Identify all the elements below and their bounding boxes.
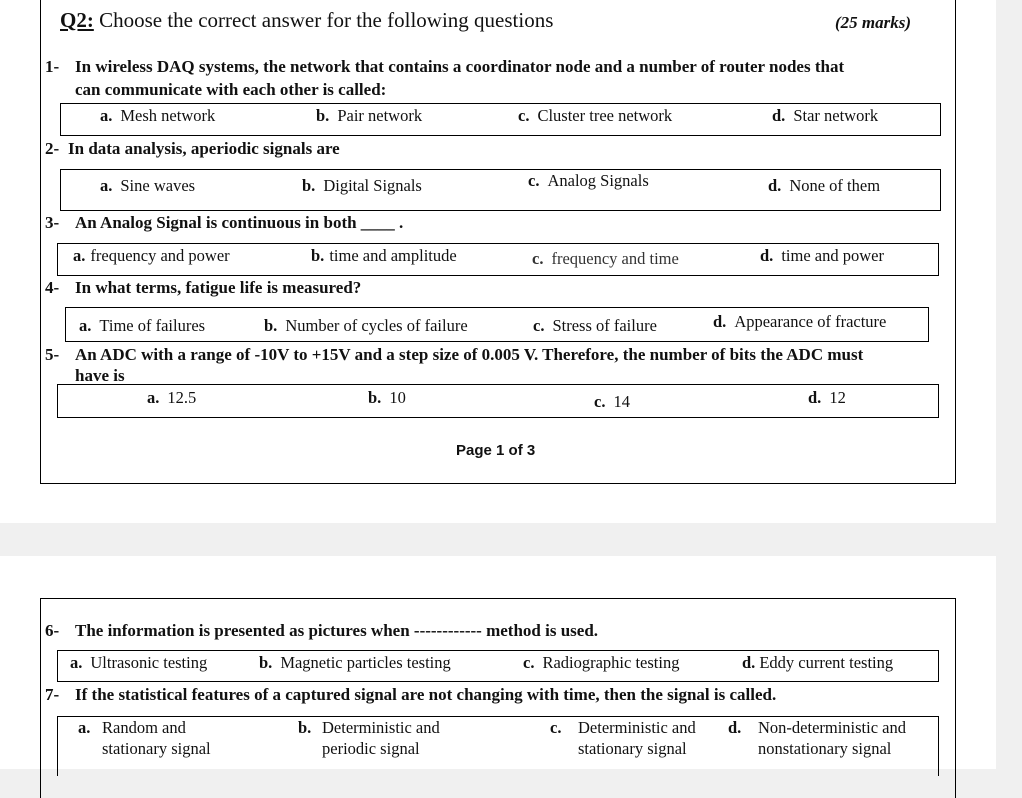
option-a[interactable] <box>73 246 230 266</box>
option-d[interactable] <box>713 312 886 332</box>
option-d[interactable] <box>760 246 884 266</box>
option-b[interactable] <box>259 653 451 673</box>
option-b[interactable] <box>302 176 422 196</box>
option-text: Deterministic and <box>322 718 440 737</box>
option-b[interactable] <box>311 246 457 266</box>
page-number: Page 1 of 3 <box>456 442 536 459</box>
option-letter: b. <box>259 653 273 672</box>
option-letter: b. <box>368 388 382 407</box>
option-letter: a. <box>100 176 113 195</box>
section-title <box>60 8 553 33</box>
option-letter: d. <box>808 388 822 407</box>
option-text: Pair network <box>337 106 423 125</box>
option-letter: c. <box>518 106 530 125</box>
option-d[interactable] <box>808 388 846 408</box>
option-c[interactable] <box>550 717 696 759</box>
option-c[interactable] <box>528 171 649 191</box>
option-text: Mesh network <box>120 106 216 125</box>
option-letter: b. <box>298 718 312 737</box>
option-text: Time of failures <box>99 316 206 335</box>
option-letter: a. <box>78 718 91 737</box>
question-text: An Analog Signal is continuous in both ____ . <box>75 213 404 232</box>
question-text: If the statistical features of a captured signal are not changing with time, then the signal is called. <box>75 685 777 704</box>
option-text: Appearance of fracture <box>734 312 887 331</box>
marks-label: (25 marks) <box>835 13 912 32</box>
option-letter: d. <box>768 176 782 195</box>
question-number: 3- <box>45 213 60 232</box>
option-text: 14 <box>613 392 630 411</box>
option-text: Magnetic particles testing <box>280 653 451 672</box>
option-d[interactable] <box>728 717 906 759</box>
question-number: 1- <box>45 57 60 76</box>
option-text: 12.5 <box>167 388 197 407</box>
question-text: In what terms, fatigue life is measured? <box>75 278 362 297</box>
option-text: Stress of failure <box>552 316 657 335</box>
question-number: 7- <box>45 685 60 704</box>
option-letter: a. <box>100 106 113 125</box>
question-number: 4- <box>45 278 60 297</box>
option-a[interactable] <box>100 106 215 126</box>
option-letter: a. <box>73 246 86 265</box>
question-number: 6- <box>45 621 60 640</box>
option-c[interactable] <box>532 249 679 269</box>
option-letter: b. <box>311 246 325 265</box>
option-letter: d. <box>713 312 727 331</box>
option-d[interactable] <box>742 653 893 673</box>
option-letter: c. <box>533 316 545 335</box>
question-number: 2- <box>45 139 60 158</box>
question-text: The information is presented as pictures when ------------ method is used. <box>75 621 599 640</box>
option-d[interactable] <box>768 176 880 196</box>
option-text: stationary signal <box>102 739 211 758</box>
question-set-label: Q2: <box>60 8 94 32</box>
option-text: Digital Signals <box>323 176 422 195</box>
option-a[interactable] <box>78 717 211 759</box>
option-text: Ultrasonic testing <box>90 653 208 672</box>
viewer-background <box>996 0 1022 769</box>
option-text: Eddy current testing <box>759 653 894 672</box>
question-text: An ADC with a range of -10V to +15V and a step size of 0.005 V. Therefore, the number of bits the ADC must <box>75 345 864 364</box>
option-text: 10 <box>389 388 406 407</box>
option-b[interactable] <box>264 316 468 336</box>
option-letter: a. <box>79 316 92 335</box>
option-text: nonstationary signal <box>758 739 892 758</box>
option-text: Random and <box>102 718 186 737</box>
option-letter: d. <box>772 106 786 125</box>
option-text: Non-deterministic and <box>758 718 907 737</box>
question-text: have is <box>75 366 125 385</box>
option-c[interactable] <box>533 316 657 336</box>
option-letter: c. <box>523 653 535 672</box>
option-text: Analog Signals <box>547 171 649 190</box>
option-letter: a. <box>147 388 160 407</box>
option-c[interactable] <box>523 653 679 673</box>
option-text: 12 <box>829 388 846 407</box>
option-letter: b. <box>264 316 278 335</box>
option-letter: c. <box>528 171 540 190</box>
option-text: Cluster tree network <box>537 106 673 125</box>
question-text: In data analysis, aperiodic signals are <box>68 139 340 158</box>
option-b[interactable] <box>298 717 440 759</box>
option-letter: b. <box>302 176 316 195</box>
option-c[interactable] <box>594 392 630 412</box>
option-text: time and amplitude <box>329 246 457 265</box>
option-text: periodic signal <box>322 739 420 758</box>
section-instructions: Choose the correct answer for the following questions <box>93 8 554 32</box>
option-text: frequency and power <box>90 246 230 265</box>
option-a[interactable] <box>70 653 207 673</box>
option-letter: d. <box>760 246 774 265</box>
option-text: frequency and time <box>551 249 679 268</box>
option-a[interactable] <box>147 388 196 408</box>
option-b[interactable] <box>368 388 406 408</box>
option-letter: c. <box>532 249 544 268</box>
option-text: stationary signal <box>578 739 687 758</box>
option-text: Deterministic and <box>578 718 696 737</box>
option-letter: c. <box>550 718 562 737</box>
option-text: time and power <box>781 246 884 265</box>
option-letter: d. <box>728 718 742 737</box>
question-number: 5- <box>45 345 60 364</box>
question-text: can communicate with each other is called: <box>75 80 387 99</box>
option-text: Number of cycles of failure <box>285 316 468 335</box>
option-text: Sine waves <box>120 176 196 195</box>
option-letter: c. <box>594 392 606 411</box>
option-b[interactable] <box>316 106 422 126</box>
option-a[interactable] <box>100 176 195 196</box>
option-letter: a. <box>70 653 83 672</box>
option-d[interactable] <box>772 106 878 126</box>
option-text: None of them <box>789 176 881 195</box>
question-text: In wireless DAQ systems, the network that contains a coordinator node and a number of router nodes that <box>75 57 845 76</box>
option-text: Radiographic testing <box>542 653 680 672</box>
option-c[interactable] <box>518 106 672 126</box>
option-a[interactable] <box>79 316 205 336</box>
option-letter: b. <box>316 106 330 125</box>
option-text: Star network <box>793 106 879 125</box>
option-letter: d. <box>742 653 756 672</box>
